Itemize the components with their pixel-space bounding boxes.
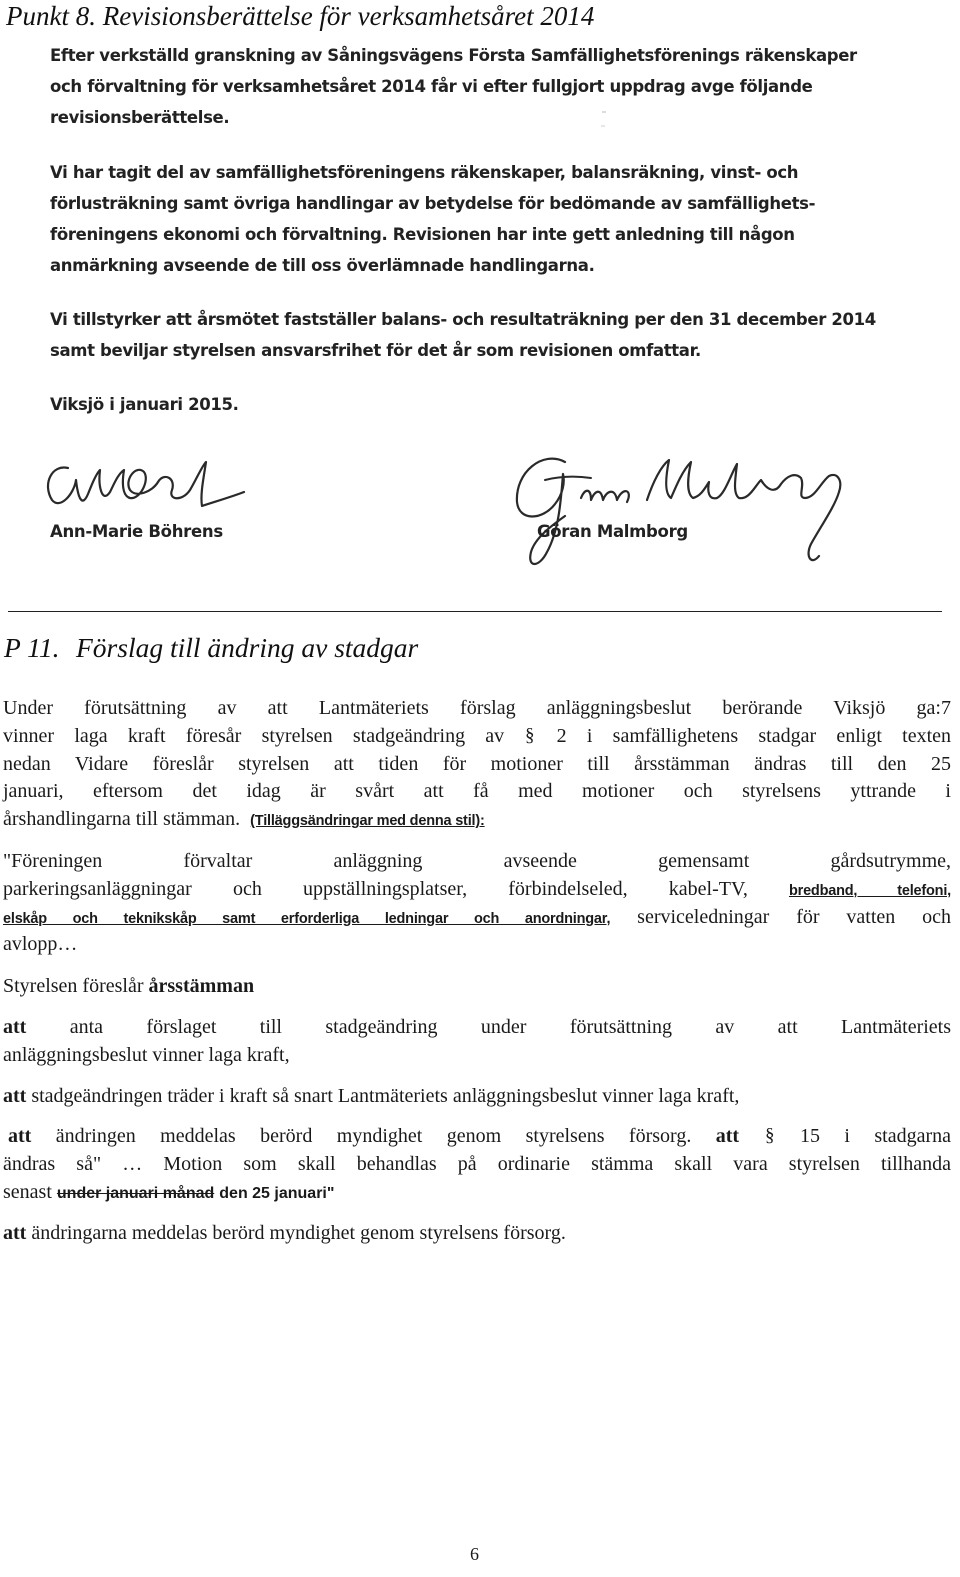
addition-style-note: (Tilläggsändringar med denna stil): [250, 813, 485, 830]
p11-quoted-clause [3, 848, 951, 959]
signatory-name: Göran Malmborg [537, 522, 688, 541]
att-clause-1 [3, 1014, 951, 1070]
new-text: den 25 januari" [219, 1184, 335, 1202]
svg-text:§: § [525, 725, 535, 744]
att-clause-4-cont [3, 1151, 951, 1207]
added-text: elskåp och teknikskåp samt erforderliga ledningar och anordningar, [3, 910, 611, 927]
att-clause-2: att stadgeändringen träder i kraft så snart Lantmäteriets anläggningsbeslut vinner laga kraft, [3, 1085, 740, 1107]
section-title: Förslag till ändring av stadgar [76, 632, 419, 663]
audit-line: Vi tillstyrker att årsmötet fastställer balans- och resultaträkning per den 31 december 2014 [50, 310, 876, 329]
signature-goran [505, 446, 860, 576]
text-line: senast under januari månad den 25 januari" [3, 1180, 335, 1203]
text-line: ändras så" … Motion som skall behandlas på ordinarie stämma skall vara styrelsen tillhanda [3, 1153, 951, 1175]
handwritten-signature-icon [505, 446, 860, 576]
audit-paragraph-2 [50, 157, 815, 281]
text-line: att anta förslaget till stadgeändring under förutsättning av att Lantmäteriets [3, 1016, 952, 1038]
text-line: avlopp… [3, 933, 78, 956]
section-sign-icon [764, 1126, 776, 1144]
section-number: P 11. [4, 632, 60, 663]
audit-line: och förvaltning för verksamhetsåret 2014 får vi efter fullgjort uppdrag avge följande [50, 77, 813, 96]
audit-line: föreningens ekonomi och förvaltning. Revisionen har inte gett anledning till någon [50, 225, 795, 244]
audit-line: Vi har tagit del av samfällighetsföreningens räkenskaper, balansräkning, vinst- och [50, 163, 799, 182]
text-line: Under förutsättning av att Lantmäteriets förslag anläggningsbeslut berörande Viksjö ga:7 [3, 697, 951, 719]
signature-ann-marie [38, 450, 248, 541]
audit-line: Efter verkställd granskning av Såningsvägens Första Samfällighetsförenings räkenskaper [50, 46, 857, 65]
text-line: anläggningsbeslut vinner laga kraft, [3, 1043, 290, 1066]
svg-text:§: § [764, 1126, 775, 1144]
p11-intro-paragraph [3, 695, 951, 834]
heading-p11 [4, 628, 418, 668]
att-clause-3-4 [8, 1123, 951, 1151]
audit-paragraph-3 [50, 304, 876, 366]
audit-line: anmärkning avseende de till oss överlämnade handlingarna. [50, 256, 595, 275]
signatory-name: Ann-Marie Böhrens [50, 522, 223, 541]
scan-speck [600, 110, 608, 130]
heading-punkt-8: Punkt 8. Revisionsberättelse för verksamhetsåret 2014 [6, 1, 595, 31]
text-line: vinner laga kraft föresår styrelsen stadgeändring av § 2 i samfällighetens stadgar enligt texten [3, 724, 952, 747]
handwritten-signature-icon [38, 450, 248, 520]
audit-line: samt beviljar styrelsen ansvarsfrihet för det år som revisionen omfattar. [50, 341, 701, 360]
text-line: årshandlingarna till stämman. (Tilläggsändringar med denna stil): [3, 808, 485, 831]
page-number: 6 [470, 1544, 479, 1564]
att-clause-5: att ändringarna meddelas berörd myndighet genom styrelsens försorg. [3, 1222, 566, 1244]
text-line: parkeringsanläggningar och uppställningsplatser, förbindelseled, kabel-TV, bredband, telefoni, [3, 877, 951, 900]
audit-paragraph-1 [50, 40, 857, 133]
proposal-intro: Styrelsen föreslår årsstämman [3, 975, 255, 997]
deleted-text: under januari månad [56, 1184, 215, 1202]
section-sign-icon [524, 726, 536, 744]
text-line: "Föreningen förvaltar anläggning avseende gemensamt gårdsutrymme, [3, 850, 951, 872]
audit-line: revisionsberättelse. [50, 108, 230, 127]
text-line: januari, eftersom det idag är svårt att få med motioner och styrelsens yttrande i [3, 780, 951, 803]
text-line: nedan Vidare föreslår styrelsen att tiden för motioner till årsstämman ändras till den 25 [3, 752, 951, 775]
text-line: att ändringen meddelas berörd myndighet genom styrelsens försorg. att § 15 i stadgarna [8, 1125, 952, 1147]
audit-place-date: Viksjö i januari 2015. [50, 395, 239, 414]
added-text: bredband, telefoni, [788, 882, 951, 899]
text-line: elskåp och teknikskåp samt erforderliga ledningar och anordningar, serviceledningar för vatten och [3, 905, 951, 928]
horizontal-divider [8, 611, 942, 612]
audit-line: förlusträkning samt övriga handlingar av betydelse för bedömande av samfällighets- [50, 194, 816, 213]
